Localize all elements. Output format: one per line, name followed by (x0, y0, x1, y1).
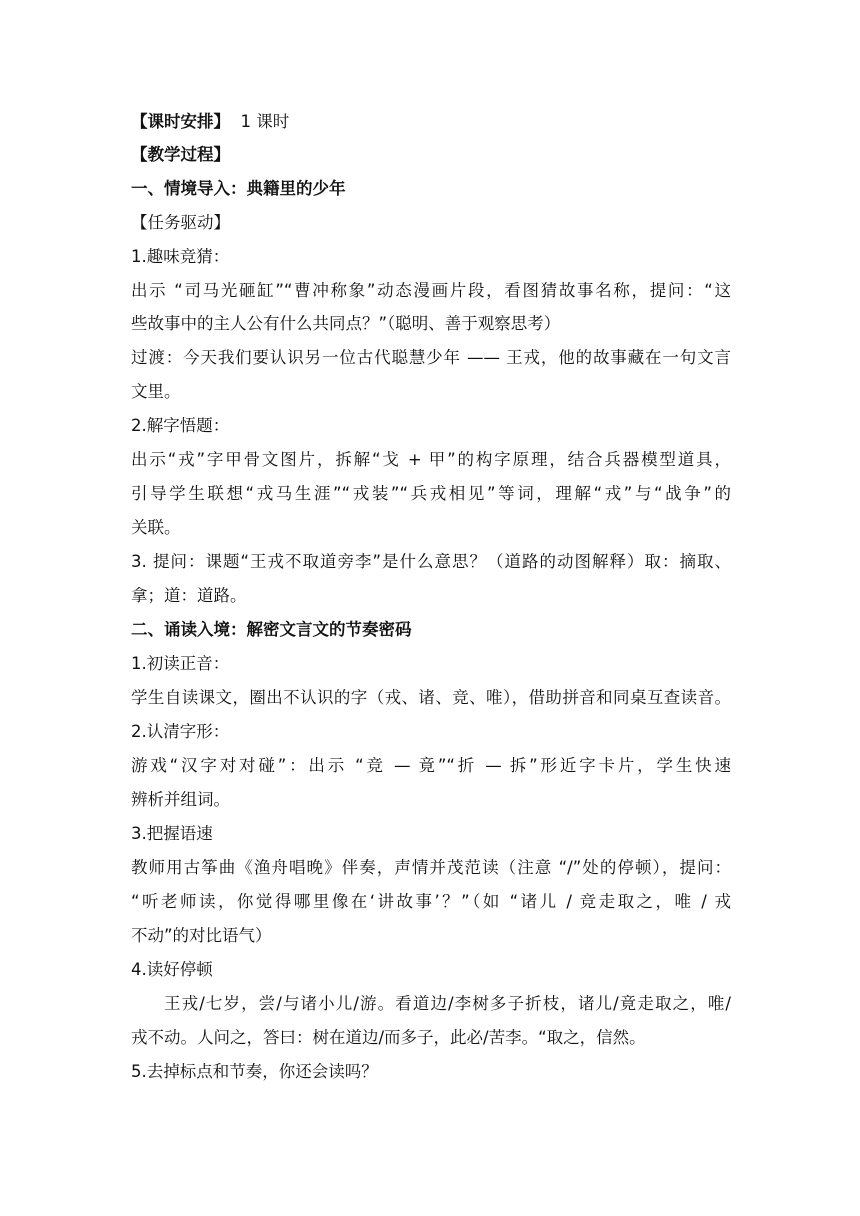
reading-item-1-title: 1.初读正音： (131, 654, 230, 673)
item-1-title: 1.趣味竞猜： (131, 247, 230, 266)
schedule-label: 【课时安排】 (131, 112, 230, 131)
task-drive-label: 【任务驱动】 (131, 213, 230, 232)
paragraph-line: 文里。 (131, 382, 181, 401)
section-2-heading: 二、诵读入境：解密文言文的节奏密码 (131, 620, 412, 639)
item-2-title: 2.解字悟题： (131, 416, 230, 435)
paragraph-line: 辨析并组词。 (131, 790, 230, 809)
paragraph-line: 些故事中的主人公有什么共同点？”（聪明、善于观察思考） (131, 314, 561, 333)
paragraph-line: 教师用古筝曲《渔舟唱晚》伴奏，声情并茂范读（注意 “/”处的停顿），提问： (131, 858, 731, 877)
paragraph-line: 引导学生联想“戎马生涯”“戎装”“兵戎相见”等词，理解“戎”与“战争”的 (131, 484, 731, 503)
paragraph-line: 出示 “司马光砸缸”“曹冲称象”动态漫画片段，看图猜故事名称，提问：“这 (131, 281, 731, 300)
teaching-process-heading: 【教学过程】 (131, 145, 230, 164)
paragraph-line: 拿；道：道路。 (131, 586, 247, 605)
section-1-heading: 一、情境导入：典籍里的少年 (131, 179, 346, 198)
classical-text-line: 王戎/七岁，尝/与诸小儿/游。看道边/李树多子折枝，诸儿/竟走取之，唯/ (164, 994, 731, 1013)
classical-text-line: 戎不动。人问之，答曰：树在道边/而多子，此必/苦李。“取之，信然。 (131, 1028, 646, 1047)
schedule-value: 1 课时 (230, 112, 290, 131)
reading-item-2-title: 2.认清字形： (131, 722, 230, 741)
paragraph-line: 出示“戎”字甲骨文图片，拆解“戈 + 甲”的构字原理，结合兵器模型道具， (131, 450, 731, 469)
paragraph-line: 过渡：今天我们要认识另一位古代聪慧少年 —— 王戎，他的故事藏在一句文言 (131, 348, 731, 367)
reading-item-5-title: 5.去掉标点和节奏，你还会读吗？ (131, 1062, 378, 1081)
paragraph-line: 学生自读课文，圈出不认识的字（戎、诸、竞、唯），借助拼音和同桌互查读音。 (131, 688, 731, 707)
paragraph-line: 不动”的对比语气） (131, 926, 272, 945)
paragraph-line: “听老师读，你觉得哪里像在‘讲故事’？”（如 “诸儿 / 竞走取之，唯 / 戎 (131, 892, 731, 911)
reading-item-4-title: 4.读好停顿 (131, 960, 213, 979)
class-schedule-line (131, 112, 731, 132)
reading-item-3-title: 3.把握语速 (131, 824, 213, 843)
paragraph-line: 关联。 (131, 518, 181, 537)
paragraph-line: 3. 提问：课题“王戎不取道旁李”是什么意思？（道路的动图解释）取：摘取、 (131, 552, 731, 571)
paragraph-line: 游戏“汉字对对碰”：出示 “竞 — 竟”“折 — 拆”形近字卡片，学生快速 (131, 756, 731, 775)
